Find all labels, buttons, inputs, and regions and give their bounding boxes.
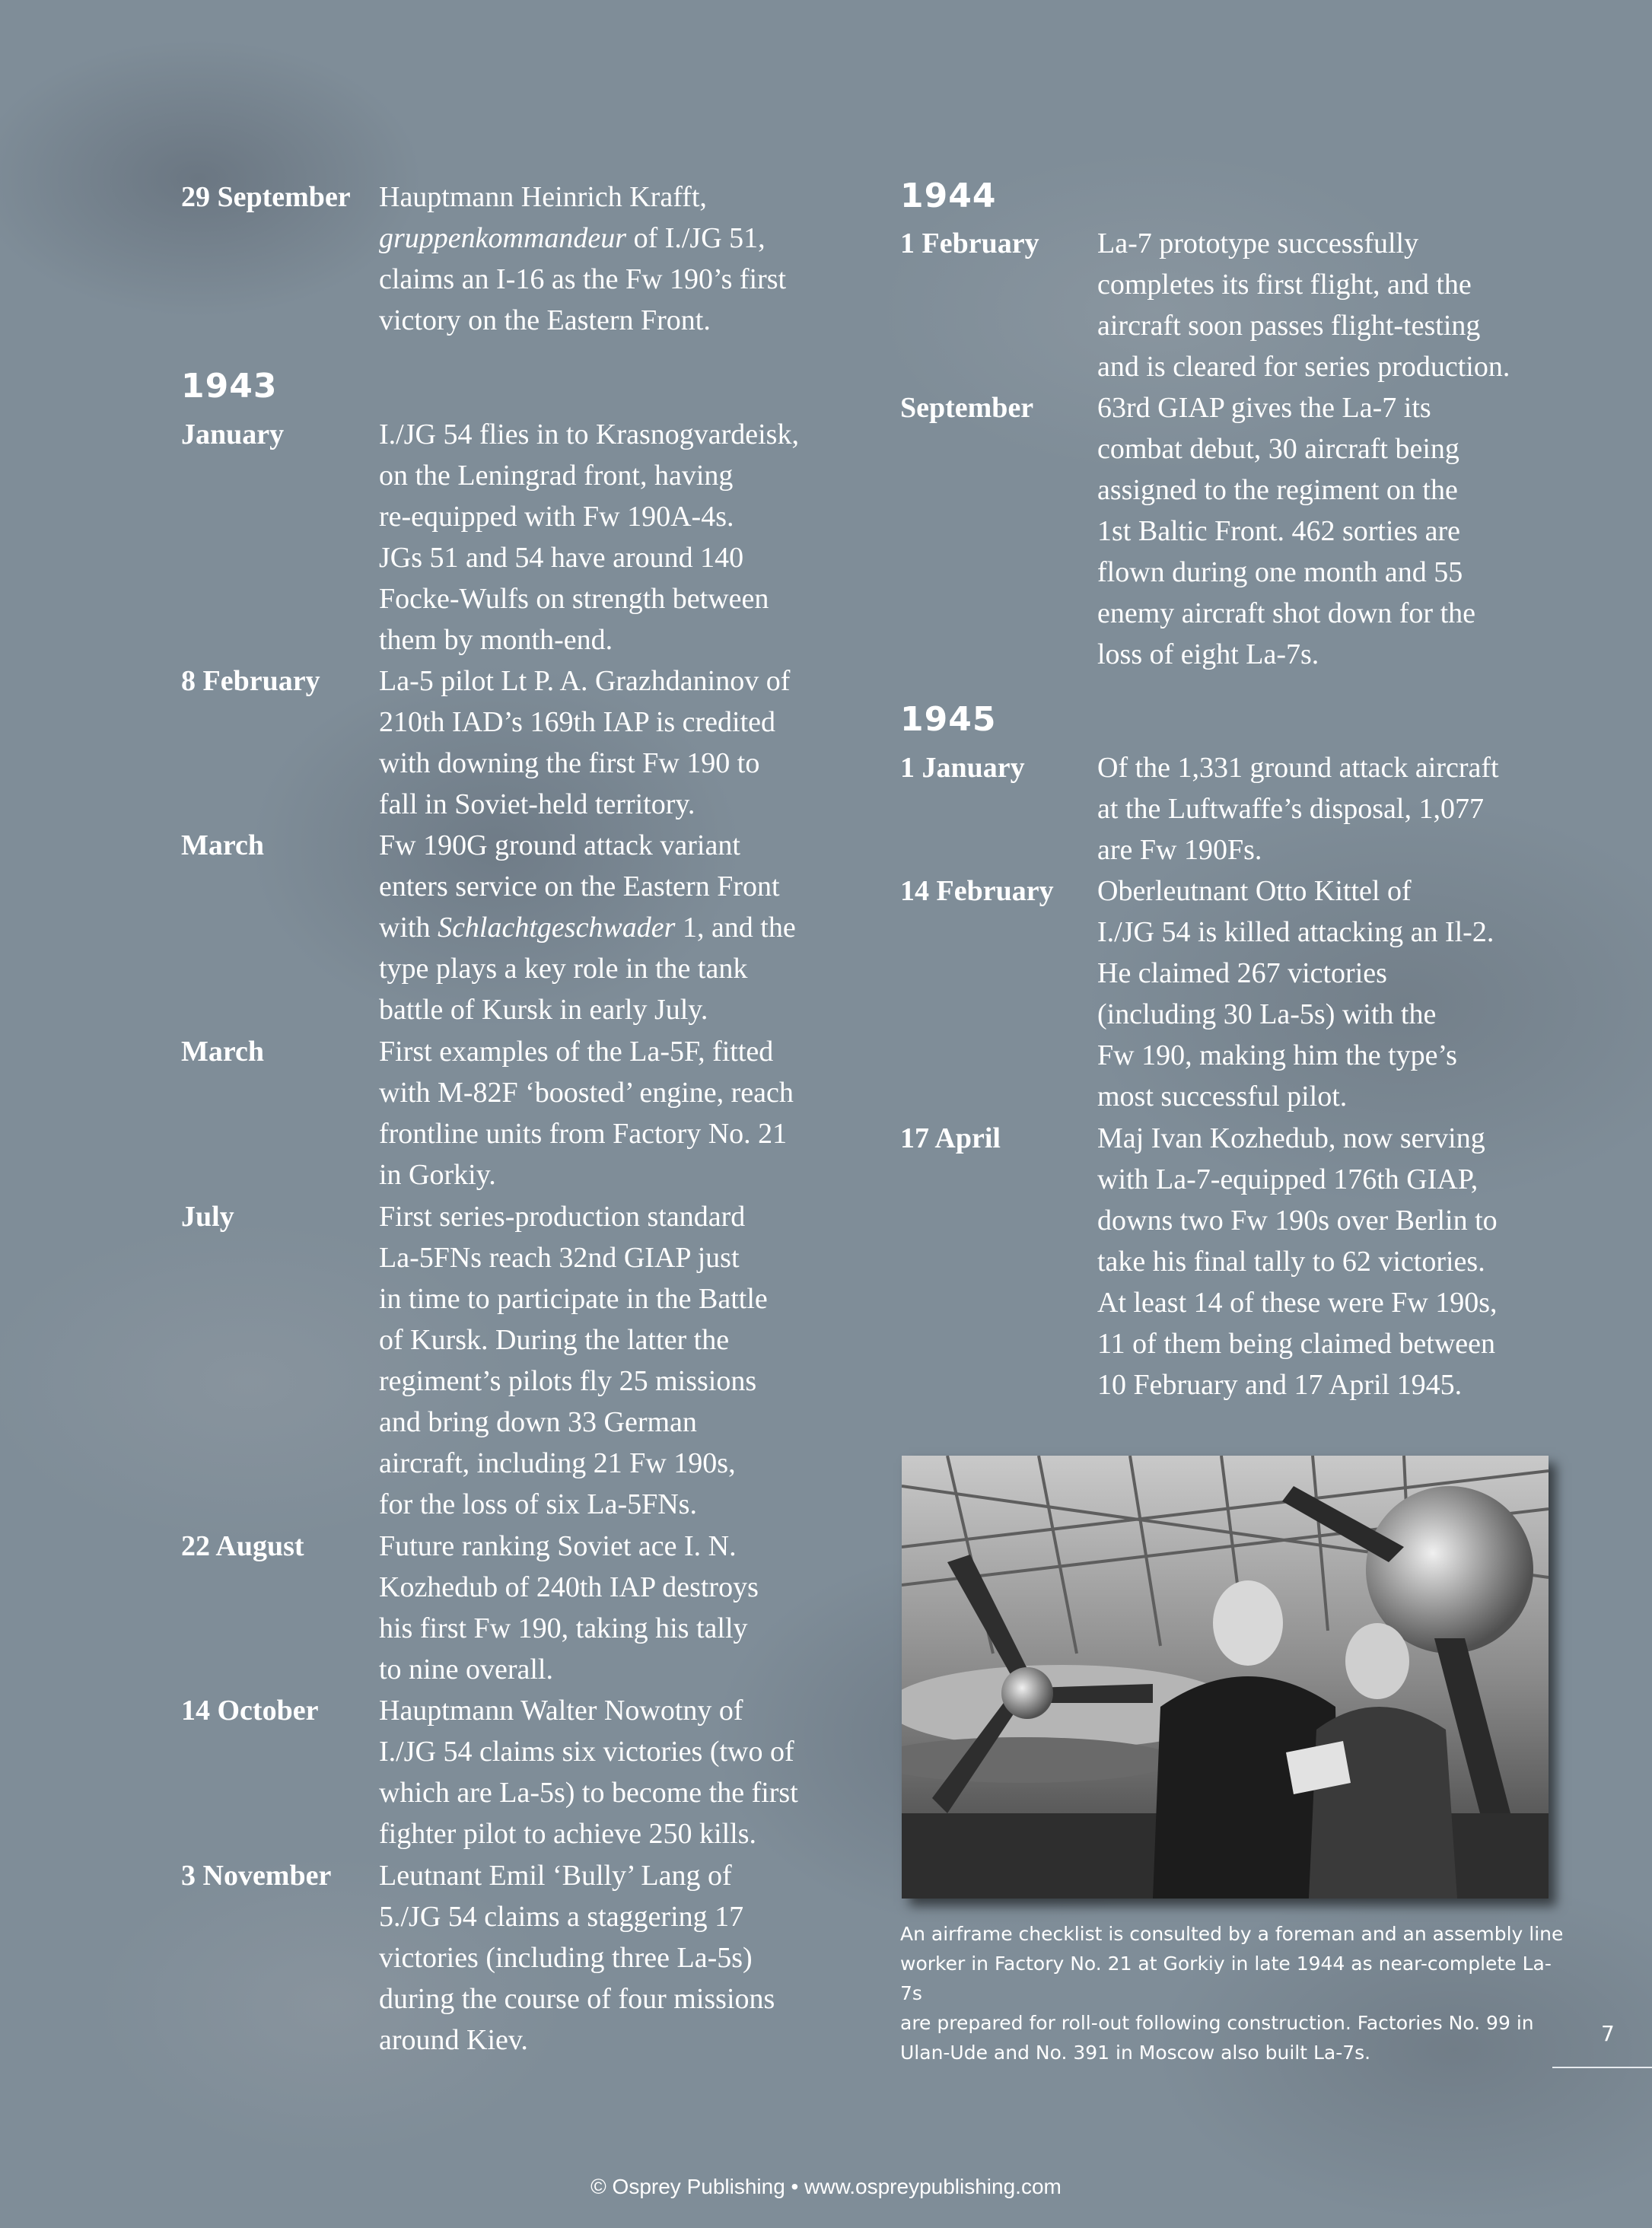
entry-date: 1 February	[900, 228, 1039, 259]
entry-date: 14 October	[181, 1695, 319, 1727]
entry-date: March	[181, 1036, 265, 1068]
entry-text: Fw 190G ground attack variant enters service on the Eastern Front with Schlachtgeschwader 1, and the type plays a key role in the tank battle of Kursk in early July.	[379, 829, 796, 1026]
entry-text: Future ranking Soviet ace I. N. Kozhedub of 240th IAP destroys his first Fw 190, taking his tally to nine overall.	[379, 1530, 759, 1685]
year-heading-1945: 1945	[900, 700, 997, 739]
entry-text: Maj Ivan Kozhedub, now serving with La-7-equipped 176th GIAP, downs two Fw 190s over Berlin to take his final tally to 62 victories. At least 14 of these were Fw 190s, 11 of them being claimed between 10 February and 17 April 1945.	[1097, 1122, 1498, 1401]
entry-date: January	[181, 419, 285, 450]
page-number: 7	[1601, 2021, 1615, 2046]
entry-date: 17 April	[900, 1122, 1001, 1154]
entry-date: 8 February	[181, 665, 320, 697]
footer-copyright: © Osprey Publishing • www.ospreypublishing.com	[590, 2175, 1062, 2198]
entry-date: 3 November	[181, 1860, 332, 1892]
photo-caption: An airframe checklist is consulted by a foreman and an assembly line worker in Factory No. 21 at Gorkiy in late 1944 as near-complete La-7s are prepared for roll-out following construction. Factories No. 99 in Ulan-Ude and No. 391 in Moscow also built La-7s.	[900, 1923, 1564, 2064]
entry-date: September	[900, 392, 1034, 424]
entry-date: July	[181, 1201, 234, 1233]
italic-term: gruppenkommandeur	[379, 222, 627, 254]
entry-date: March	[181, 829, 265, 861]
year-heading-1944: 1944	[900, 177, 997, 215]
factory-photo-image	[902, 1456, 1549, 1899]
entry-text: Of the 1,331 ground attack aircraft at the Luftwaffe’s disposal, 1,077 are Fw 190Fs.	[1097, 752, 1499, 866]
entry-text: La-7 prototype successfully completes its first flight, and the aircraft soon passes flight-testing and is cleared for series production.	[1097, 228, 1510, 383]
year-heading-1943: 1943	[181, 367, 278, 406]
page-number-rule	[1552, 2067, 1652, 2068]
entry-text: La-5 pilot Lt P. A. Grazhdaninov of 210th IAD’s 169th IAP is credited with downing the first Fw 190 to fall in Soviet-held territory.	[379, 665, 791, 820]
entry-text: Leutnant Emil ‘Bully’ Lang of 5./JG 54 claims a staggering 17 victories (including three La-5s) during the course of four missions around Kiev.	[379, 1860, 775, 2056]
entry-text: First series-production standard La-5FNs reach 32nd GIAP just in time to participate in the Battle of Kursk. During the latter the regiment’s pilots fly 25 missions and bring down 33 German aircraft, including 21 Fw 190s, for the loss of six La-5FNs.	[379, 1201, 768, 1520]
entry-date: 22 August	[181, 1530, 304, 1562]
entry-text: First examples of the La-5F, fitted with M-82F ‘boosted’ engine, reach frontline units from Factory No. 21 in Gorkiy.	[379, 1036, 794, 1191]
factory-photo	[902, 1456, 1549, 1899]
entry-text: Hauptmann Walter Nowotny of I./JG 54 claims six victories (two of which are La-5s) to become the first fighter pilot to achieve 250 kills.	[379, 1695, 798, 1850]
entry-text: I./JG 54 flies in to Krasnogvardeisk, on the Leningrad front, having re-equipped with Fw 190A-4s. JGs 51 and 54 have around 140 Focke-Wulfs on strength between them by month-end.	[379, 419, 799, 656]
entry-date: 29 September	[181, 181, 351, 213]
italic-term: Schlachtgeschwader	[438, 912, 676, 944]
entry-date: 14 February	[900, 875, 1054, 907]
entry-text: Hauptmann Heinrich Krafft, gruppenkommandeur of I./JG 51, claims an I-16 as the Fw 190’s first victory on the Eastern Front.	[379, 181, 787, 336]
entry-date: 1 January	[900, 752, 1025, 784]
entry-text: 63rd GIAP gives the La-7 its combat debut, 30 aircraft being assigned to the regiment on the 1st Baltic Front. 462 sorties are flown during one month and 55 enemy aircraft shot down for the loss of eight La-7s.	[1097, 392, 1475, 670]
entry-text: Oberleutnant Otto Kittel of I./JG 54 is killed attacking an Il-2. He claimed 267 victories (including 30 La-5s) with the Fw 190, making him the type’s most successful pilot.	[1097, 875, 1494, 1112]
